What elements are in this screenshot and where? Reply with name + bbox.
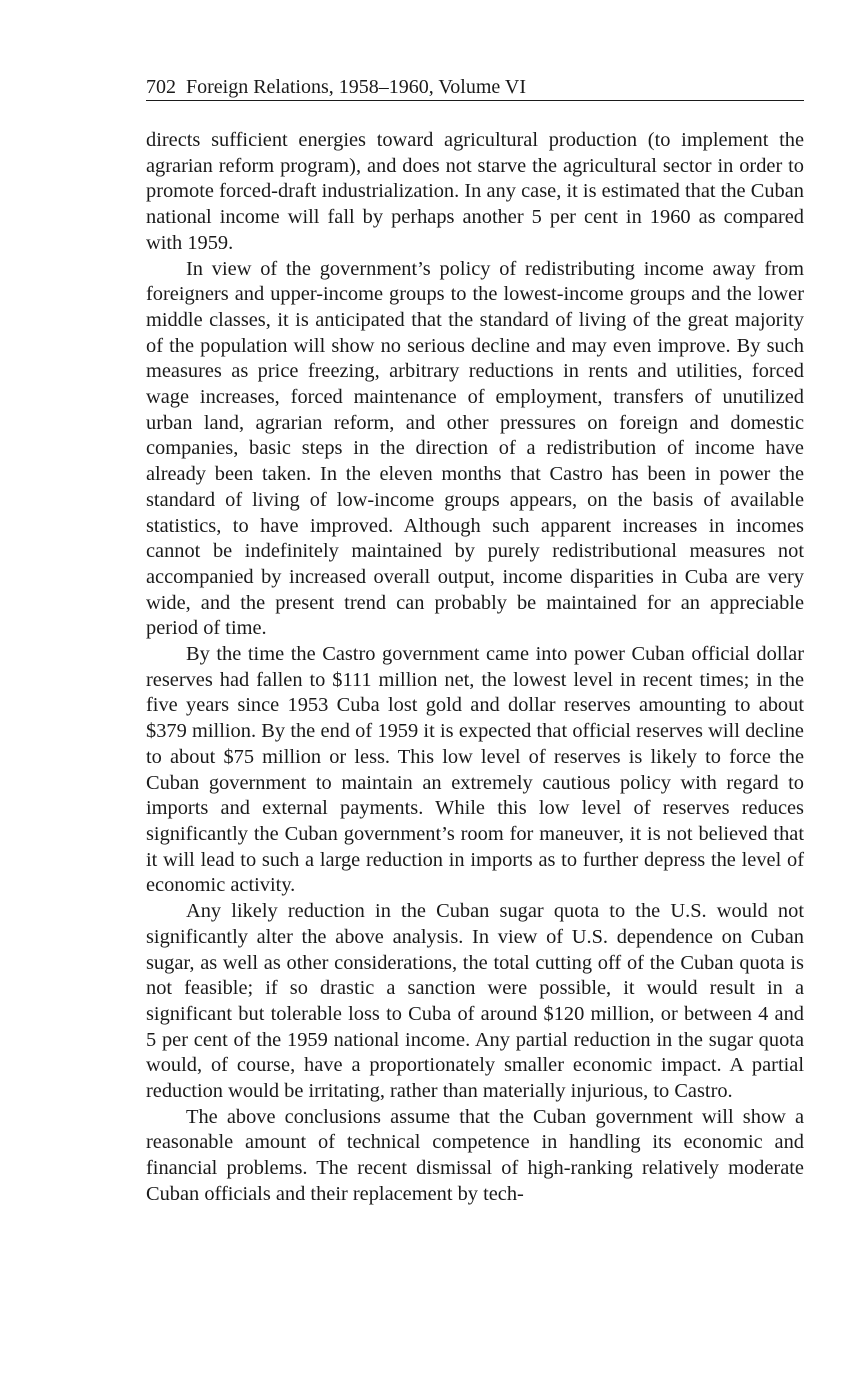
paragraph-income-redistribution: In view of the government’s policy of redistributing income away from foreigners and upper-income groups to the lowest-income groups and the lower middle classes, it is anticipated that the standard of living of the great majority of the population will show no serious decline and may even improve. By such measures as price freezing, arbitrary reductions in rents and utilities, forced wage increases, forced maintenance of employment, transfers of unutilized urban land, agrarian reform, and other pressures on foreign and domestic companies, basic steps in the direction of a redistribution of income have already been taken. In the eleven months that Castro has been in power the standard of living of low-income groups appears, on the basis of available statistics, to have improved. Although such apparent increases in incomes cannot be indefinitely maintained by purely redistributional measures not accompanied by increased overall output, income disparities in Cuba are very wide, and the present trend can probably be maintained for an appreciable period of time. [146, 257, 804, 640]
paragraph-continued: directs sufficient energies toward agricultural production (to implement the agrarian reform program), and does not starve the agricultural sector in order to promote forced-draft industrialization. In any case, it is estimated that the Cuban national income will fall by perhaps another 5 per cent in 1960 as compared with 1959. [146, 129, 804, 254]
running-title: Foreign Relations, 1958–1960, Volume VI [186, 76, 526, 98]
page-number: 702 [146, 76, 176, 98]
document-page [146, 74, 804, 1208]
paragraph-technical-competence: The above conclusions assume that the Cuban government will show a reasonable amount of technical competence in handling its economic and financial problems. The recent dismissal of high-ranking relatively moderate Cuban officials and their replacement by tech- [146, 1105, 804, 1205]
paragraph-sugar-quota: Any likely reduction in the Cuban sugar quota to the U.S. would not significantly alter the above analysis. In view of U.S. dependence on Cuban sugar, as well as other considerations, the total cutting off of the Cuban quota is not feasible; if so drastic a sanction were possible, it would result in a significant but tolerable loss to Cuba of around $120 million, or between 4 and 5 per cent of the 1959 national income. Any partial reduction in the sugar quota would, of course, have a proportionately smaller economic impact. A partial reduction would be irritating, rather than materially injurious, to Castro. [146, 900, 804, 1103]
running-header [146, 74, 804, 101]
body-text [146, 128, 804, 1208]
paragraph-dollar-reserves: By the time the Castro government came into power Cuban official dollar reserves had fallen to $111 million net, the lowest level in recent times; in the five years since 1953 Cuba lost gold and dollar reserves amounting to about $379 million. By the end of 1959 it is expected that official reserves will decline to about $75 million or less. This low level of reserves is likely to force the Cuban government to maintain an extremely cautious policy with regard to imports and external payments. While this low level of reserves reduces significantly the Cuban government’s room for maneuver, it is not believed that it will lead to such a large reduction in imports as to further depress the level of economic activity. [146, 643, 804, 897]
